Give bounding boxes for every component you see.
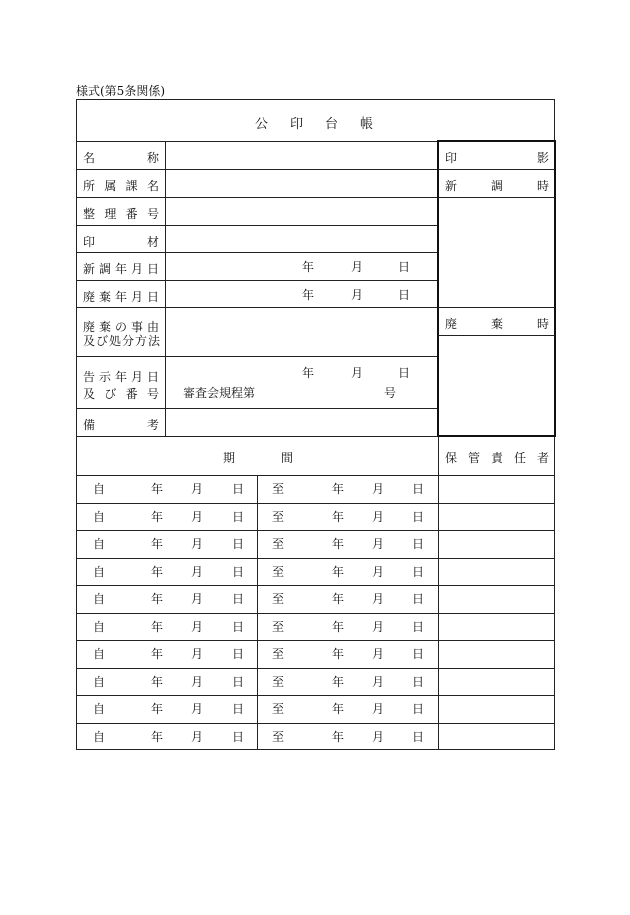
period-to: 至 xyxy=(272,729,285,744)
label-disposal-method: 及び処分方法 xyxy=(83,334,162,348)
form-label: 様式(第5条関係) xyxy=(76,84,165,98)
period-year: 年 xyxy=(332,564,345,579)
label-number: 整 理 番 号 xyxy=(83,207,159,221)
new-date-month: 月 xyxy=(351,260,364,274)
period-year: 年 xyxy=(151,674,164,689)
period-from: 自 xyxy=(93,702,106,716)
rule-suffix: 号 xyxy=(384,386,397,400)
period-year: 年 xyxy=(151,482,164,496)
label-new-date: 新 調 年 月 日 xyxy=(83,262,159,276)
new-date-year: 年 xyxy=(302,260,315,274)
period-to: 至 xyxy=(272,647,285,661)
period-year: 年 xyxy=(332,619,345,634)
period-year: 年 xyxy=(151,537,164,551)
notice-date-year: 年 xyxy=(302,366,315,380)
period-from: 自 xyxy=(93,509,106,524)
period-year: 年 xyxy=(332,509,345,524)
discard-date-day: 日 xyxy=(398,288,411,302)
period-day: 日 xyxy=(232,702,245,716)
period-day: 日 xyxy=(412,619,425,634)
period-year: 年 xyxy=(332,674,345,689)
period-from: 自 xyxy=(93,674,106,689)
discard-date-year: 年 xyxy=(302,288,315,302)
period-month: 月 xyxy=(191,537,204,551)
period-month: 月 xyxy=(372,482,385,496)
period-from: 自 xyxy=(93,619,106,634)
impression-label: 印 影 xyxy=(445,151,549,165)
period-day: 日 xyxy=(412,729,425,744)
period-month: 月 xyxy=(191,592,204,606)
label-discard-reason: 廃 棄 の 事 由 xyxy=(83,320,159,334)
period-from: 自 xyxy=(93,564,106,579)
label-material: 印 材 xyxy=(83,235,159,249)
period-month: 月 xyxy=(191,482,204,496)
new-time-label: 新 調 時 xyxy=(445,179,549,193)
period-month: 月 xyxy=(191,729,204,744)
period-year: 年 xyxy=(151,564,164,579)
period-year: 年 xyxy=(332,537,345,551)
label-remarks: 備 考 xyxy=(83,418,159,432)
period-year: 年 xyxy=(332,647,345,661)
ledger-title: 公 印 台 帳 xyxy=(255,117,373,132)
period-month: 月 xyxy=(372,564,385,579)
rule-prefix: 審査会規程第 xyxy=(183,386,256,400)
period-year: 年 xyxy=(151,509,164,524)
period-day: 日 xyxy=(232,674,245,689)
period-month: 月 xyxy=(191,674,204,689)
period-day: 日 xyxy=(412,674,425,689)
period-year: 年 xyxy=(151,619,164,634)
period-month: 月 xyxy=(372,729,385,744)
period-year: 年 xyxy=(151,592,164,606)
period-year: 年 xyxy=(332,702,345,716)
period-month: 月 xyxy=(372,619,385,634)
period-to: 至 xyxy=(272,564,285,579)
period-month: 月 xyxy=(372,509,385,524)
period-day: 日 xyxy=(232,647,245,661)
period-to: 至 xyxy=(272,619,285,634)
period-day: 日 xyxy=(232,509,245,524)
period-month: 月 xyxy=(372,674,385,689)
period-to: 至 xyxy=(272,592,285,606)
label-notice-number: 及 び 番 号 xyxy=(83,387,159,401)
period-year: 年 xyxy=(151,729,164,744)
period-day: 日 xyxy=(412,509,425,524)
period-day: 日 xyxy=(232,729,245,744)
period-month: 月 xyxy=(191,702,204,716)
label-dept: 所 属 課 名 xyxy=(83,179,159,193)
period-month: 月 xyxy=(191,647,204,661)
period-from: 自 xyxy=(93,482,106,496)
period-day: 日 xyxy=(412,482,425,496)
period-header: 期 間 xyxy=(223,451,293,465)
discard-date-month: 月 xyxy=(351,288,364,302)
period-to: 至 xyxy=(272,509,285,524)
period-month: 月 xyxy=(191,619,204,634)
period-year: 年 xyxy=(332,729,345,744)
period-day: 日 xyxy=(412,592,425,606)
period-year: 年 xyxy=(151,647,164,661)
period-day: 日 xyxy=(232,482,245,496)
label-notice-date: 告 示 年 月 日 xyxy=(83,370,159,384)
period-month: 月 xyxy=(191,564,204,579)
period-from: 自 xyxy=(93,729,106,744)
discard-time-label: 廃 棄 時 xyxy=(445,317,549,331)
period-month: 月 xyxy=(372,702,385,716)
period-to: 至 xyxy=(272,702,285,716)
label-discard-date: 廃 棄 年 月 日 xyxy=(83,290,159,304)
period-year: 年 xyxy=(332,592,345,606)
period-from: 自 xyxy=(93,537,106,551)
period-day: 日 xyxy=(412,702,425,716)
period-from: 自 xyxy=(93,647,106,661)
period-year: 年 xyxy=(332,482,345,496)
period-month: 月 xyxy=(372,537,385,551)
period-to: 至 xyxy=(272,537,285,551)
period-day: 日 xyxy=(232,564,245,579)
period-day: 日 xyxy=(412,537,425,551)
period-day: 日 xyxy=(232,592,245,606)
period-month: 月 xyxy=(191,509,204,524)
period-day: 日 xyxy=(232,619,245,634)
notice-date-day: 日 xyxy=(398,366,411,380)
period-month: 月 xyxy=(372,592,385,606)
period-month: 月 xyxy=(372,647,385,661)
custodian-header: 保 管 責 任 者 xyxy=(445,451,549,465)
new-date-day: 日 xyxy=(398,260,411,274)
period-from: 自 xyxy=(93,592,106,606)
period-to: 至 xyxy=(272,482,285,496)
notice-date-month: 月 xyxy=(351,366,364,380)
period-to: 至 xyxy=(272,674,285,689)
period-day: 日 xyxy=(232,537,245,551)
period-day: 日 xyxy=(412,647,425,661)
label-name: 名 称 xyxy=(83,151,159,165)
period-year: 年 xyxy=(151,702,164,716)
period-day: 日 xyxy=(412,564,425,579)
